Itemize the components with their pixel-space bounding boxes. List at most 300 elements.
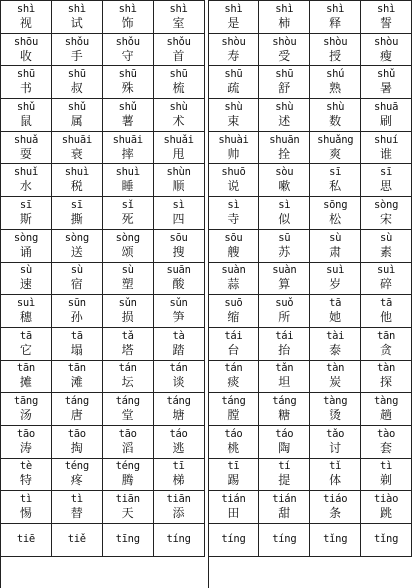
hanzi-character: 提 [278, 473, 291, 488]
pinyin-label: tán [169, 362, 188, 375]
character-cell [103, 164, 154, 197]
hanzi-character: 数 [329, 113, 342, 128]
pinyin-label: shū [169, 68, 188, 81]
character-cell [361, 164, 412, 197]
character-cell [1, 99, 52, 132]
hanzi-character: 薯 [121, 113, 134, 128]
hanzi-character: 谈 [172, 375, 185, 390]
pinyin-label: suì [16, 297, 35, 310]
hanzi-character: 甜 [278, 506, 291, 521]
pinyin-label: sòng [64, 231, 89, 244]
character-cell [209, 524, 260, 557]
character-cell [52, 34, 103, 67]
character-cell [361, 328, 412, 361]
character-cell [154, 328, 205, 361]
character-cell [361, 230, 412, 263]
character-cell [361, 295, 412, 328]
hanzi-character: 蒜 [227, 277, 240, 292]
pinyin-label: tiē [16, 533, 35, 546]
hanzi-character: 笋 [172, 310, 185, 325]
hanzi-character: 泰 [329, 342, 342, 357]
hanzi-character: 手 [70, 48, 83, 63]
hanzi-character: 天 [121, 506, 134, 521]
character-cell [1, 361, 52, 394]
character-cell [103, 393, 154, 426]
character-cell [103, 459, 154, 492]
character-cell [52, 524, 103, 557]
character-cell [361, 66, 412, 99]
pinyin-label: sù [121, 264, 134, 277]
character-cell [52, 459, 103, 492]
hanzi-character: 糖 [278, 408, 291, 423]
pinyin-label: sū [278, 231, 291, 244]
character-cell [154, 1, 205, 34]
character-cell [361, 393, 412, 426]
character-cell [310, 426, 361, 459]
character-cell [1, 393, 52, 426]
character-cell [259, 426, 310, 459]
pinyin-label: sī [19, 198, 32, 211]
hanzi-character: 顺 [172, 179, 185, 194]
character-cell [209, 66, 260, 99]
pinyin-label: tiān [166, 493, 191, 506]
pinyin-label: shū [224, 68, 243, 81]
character-cell [209, 164, 260, 197]
character-cell [1, 1, 52, 34]
pinyin-label: sù [70, 264, 83, 277]
pinyin-label: shù [275, 100, 294, 113]
hanzi-character: 涛 [19, 440, 32, 455]
character-cell [361, 34, 412, 67]
pinyin-label: sù [380, 231, 393, 244]
hanzi-character: 宿 [70, 277, 83, 292]
pinyin-label: tāo [118, 427, 137, 440]
character-cell [52, 230, 103, 263]
pinyin-label: tā [70, 329, 83, 342]
character-cell [310, 393, 361, 426]
character-cell [310, 99, 361, 132]
pinyin-label: tāng [13, 395, 38, 408]
pinyin-label: tǎn [275, 362, 294, 375]
pinyin-label: shuān [269, 133, 300, 146]
pinyin-label: sǔn [118, 297, 137, 310]
character-cell [103, 99, 154, 132]
hanzi-character: 拴 [278, 146, 291, 161]
pinyin-label: tíng [272, 533, 297, 546]
hanzi-character: 视 [19, 15, 32, 30]
pinyin-label: tàn [326, 362, 345, 375]
character-cell [310, 295, 361, 328]
character-cell [103, 197, 154, 230]
hanzi-character: 送 [70, 244, 83, 259]
hanzi-character: 碎 [380, 277, 393, 292]
hanzi-character: 束 [227, 113, 240, 128]
character-cell [1, 34, 52, 67]
character-cell [259, 1, 310, 34]
hanzi-character: 替 [70, 506, 83, 521]
pinyin-label: sōu [224, 231, 243, 244]
pinyin-label: shì [377, 2, 396, 15]
pinyin-label: shù [169, 100, 188, 113]
pinyin-label: tàng [323, 395, 348, 408]
character-cell [259, 99, 310, 132]
pinyin-label: téng [64, 460, 89, 473]
character-cell [154, 361, 205, 394]
pinyin-label: táo [169, 427, 188, 440]
hanzi-character: 受 [278, 48, 291, 63]
pinyin-label: shōu [13, 35, 38, 48]
pinyin-label: sòng [374, 198, 399, 211]
pinyin-label: táng [166, 395, 191, 408]
pinyin-label: tán [224, 362, 243, 375]
character-cell [361, 426, 412, 459]
pinyin-label: táng [272, 395, 297, 408]
pinyin-label: sī [380, 166, 393, 179]
pinyin-label: shǒu [115, 35, 140, 48]
hanzi-character: 他 [380, 310, 393, 325]
hanzi-character: 鼠 [19, 113, 32, 128]
character-cell [154, 524, 205, 557]
pinyin-label: shòu [221, 35, 246, 48]
character-cell [209, 393, 260, 426]
pinyin-label: shuāi [112, 133, 143, 146]
pinyin-label: táng [64, 395, 89, 408]
pinyin-label: tà [172, 329, 185, 342]
hanzi-character: 塑 [121, 277, 134, 292]
hanzi-character: 搜 [172, 244, 185, 259]
pinyin-label: tāo [67, 427, 86, 440]
pinyin-label: táng [221, 395, 246, 408]
pinyin-label: téng [115, 460, 140, 473]
pinyin-label: tì [380, 460, 393, 473]
hanzi-character: 桃 [227, 440, 240, 455]
character-cell [154, 459, 205, 492]
hanzi-character: 梯 [172, 473, 185, 488]
character-cell [103, 1, 154, 34]
pinyin-label: shì [67, 2, 86, 15]
pinyin-label: shòu [272, 35, 297, 48]
character-cell [103, 34, 154, 67]
pinyin-label: shuì [64, 166, 89, 179]
character-cell [103, 361, 154, 394]
pinyin-label: sì [172, 198, 185, 211]
hanzi-character: 梳 [172, 81, 185, 96]
pinyin-label: shì [118, 2, 137, 15]
pinyin-label: tǎo [326, 427, 345, 440]
hanzi-character: 术 [172, 113, 185, 128]
hanzi-character: 炭 [329, 375, 342, 390]
character-cell [103, 263, 154, 296]
pinyin-label: suì [326, 264, 345, 277]
pinyin-label: tàn [377, 362, 396, 375]
hanzi-character: 四 [172, 211, 185, 226]
pinyin-label: tái [275, 329, 294, 342]
hanzi-character: 嗽 [278, 179, 291, 194]
pinyin-label: shuǎ [13, 133, 38, 146]
hanzi-character: 摊 [19, 375, 32, 390]
character-cell [154, 197, 205, 230]
hanzi-character: 思 [380, 179, 393, 194]
hanzi-character: 踏 [172, 342, 185, 357]
hanzi-character: 摔 [121, 146, 134, 161]
pinyin-label: sòu [275, 166, 294, 179]
hanzi-character: 熟 [329, 81, 342, 96]
hanzi-character: 死 [121, 211, 134, 226]
hanzi-character: 添 [172, 506, 185, 521]
hanzi-character: 惕 [19, 506, 32, 521]
character-cell [103, 132, 154, 165]
pinyin-label: shòu [374, 35, 399, 48]
character-cell [52, 263, 103, 296]
hanzi-character: 首 [172, 48, 185, 63]
pinyin-label: sù [19, 264, 32, 277]
character-cell [1, 524, 52, 557]
hanzi-character: 寿 [227, 48, 240, 63]
character-cell [52, 393, 103, 426]
hanzi-character: 特 [19, 473, 32, 488]
hanzi-character: 艘 [227, 244, 240, 259]
pinyin-label: táo [224, 427, 243, 440]
character-cell [103, 524, 154, 557]
character-cell [52, 132, 103, 165]
pinyin-label: tíng [166, 533, 191, 546]
pinyin-label: sòng [115, 231, 140, 244]
hanzi-character: 滩 [70, 375, 83, 390]
pinyin-label: tái [224, 329, 243, 342]
character-cell [259, 361, 310, 394]
pinyin-label: tǐng [323, 533, 348, 546]
hanzi-character: 烫 [329, 408, 342, 423]
hanzi-character: 穗 [19, 310, 32, 325]
pinyin-label: suǒ [275, 297, 294, 310]
character-cell [310, 459, 361, 492]
hanzi-character: 条 [329, 506, 342, 521]
pinyin-label: shù [326, 100, 345, 113]
pinyin-label: tāo [16, 427, 35, 440]
pinyin-label: tā [19, 329, 32, 342]
hanzi-character: 衰 [70, 146, 83, 161]
pinyin-label: tài [326, 329, 345, 342]
hanzi-character: 撕 [70, 211, 83, 226]
hanzi-character: 坛 [121, 375, 134, 390]
pinyin-label: shì [224, 2, 243, 15]
hanzi-character: 松 [329, 211, 342, 226]
pinyin-label: tǐ [329, 460, 342, 473]
pinyin-label: sōu [169, 231, 188, 244]
character-cell [310, 132, 361, 165]
pinyin-label: suàn [221, 264, 246, 277]
character-cell [103, 295, 154, 328]
hanzi-character: 说 [227, 179, 240, 194]
character-cell [1, 328, 52, 361]
character-cell [1, 164, 52, 197]
pinyin-label: suān [166, 264, 191, 277]
character-cell [259, 197, 310, 230]
pinyin-label: suō [224, 297, 243, 310]
hanzi-character: 塌 [70, 342, 83, 357]
hanzi-character: 掏 [70, 440, 83, 455]
character-cell [209, 1, 260, 34]
pinyin-label: tiě [67, 533, 86, 546]
hanzi-character: 释 [329, 15, 342, 30]
pinyin-label: tīng [115, 533, 140, 546]
hanzi-character: 甩 [172, 146, 185, 161]
hanzi-character: 体 [329, 473, 342, 488]
hanzi-character: 颂 [121, 244, 134, 259]
character-cell [310, 1, 361, 34]
hanzi-character: 滔 [121, 440, 134, 455]
hanzi-character: 暑 [380, 81, 393, 96]
character-cell [310, 361, 361, 394]
right-panel [208, 0, 412, 588]
hanzi-character: 授 [329, 48, 342, 63]
character-cell [154, 34, 205, 67]
pinyin-label: shǔ [67, 100, 86, 113]
character-cell [209, 99, 260, 132]
hanzi-character: 谁 [380, 146, 393, 161]
hanzi-character: 疏 [227, 81, 240, 96]
pinyin-label: shū [16, 68, 35, 81]
character-cell [209, 491, 260, 524]
character-cell [154, 230, 205, 263]
hanzi-character: 探 [380, 375, 393, 390]
pinyin-label: shú [326, 68, 345, 81]
pinyin-label: shòu [323, 35, 348, 48]
character-cell [209, 132, 260, 165]
pinyin-label: shuō [221, 166, 246, 179]
hanzi-character: 塔 [121, 342, 134, 357]
character-cell [154, 426, 205, 459]
pinyin-label: shù [224, 100, 243, 113]
character-cell [1, 426, 52, 459]
character-cell [52, 426, 103, 459]
hanzi-character: 孙 [70, 310, 83, 325]
character-cell [154, 295, 205, 328]
character-cell [361, 99, 412, 132]
pinyin-label: tān [16, 362, 35, 375]
hanzi-character: 收 [19, 48, 32, 63]
character-cell [52, 1, 103, 34]
pinyin-label: tì [19, 493, 32, 506]
pinyin-label: shuí [374, 133, 399, 146]
hanzi-character: 岁 [329, 277, 342, 292]
character-cell [52, 295, 103, 328]
character-cell [103, 328, 154, 361]
pinyin-label: shǔ [118, 100, 137, 113]
hanzi-character: 讨 [329, 440, 342, 455]
hanzi-character: 饰 [121, 15, 134, 30]
pinyin-label: shùn [166, 166, 191, 179]
hanzi-character: 叔 [70, 81, 83, 96]
hanzi-character: 套 [380, 440, 393, 455]
pinyin-label: shì [275, 2, 294, 15]
pinyin-label: tǎ [121, 329, 134, 342]
character-cell [259, 491, 310, 524]
hanzi-character: 酸 [172, 277, 185, 292]
character-cell [361, 361, 412, 394]
character-cell [259, 263, 310, 296]
character-cell [1, 459, 52, 492]
pinyin-label: tān [67, 362, 86, 375]
pinyin-label: tī [172, 460, 185, 473]
hanzi-character: 算 [278, 277, 291, 292]
hanzi-character: 帅 [227, 146, 240, 161]
pinyin-label: tán [118, 362, 137, 375]
character-cell [52, 328, 103, 361]
pinyin-label: táng [115, 395, 140, 408]
hanzi-character: 堂 [121, 408, 134, 423]
hanzi-character: 速 [19, 277, 32, 292]
character-cell [259, 230, 310, 263]
pinyin-label: sōng [323, 198, 348, 211]
hanzi-character: 膛 [227, 408, 240, 423]
character-cell [310, 230, 361, 263]
hanzi-character: 誓 [380, 15, 393, 30]
hanzi-character: 耍 [19, 146, 32, 161]
pinyin-label: tián [221, 493, 246, 506]
character-cell [103, 426, 154, 459]
pinyin-label: shū [118, 68, 137, 81]
hanzi-character: 唐 [70, 408, 83, 423]
character-cell [209, 459, 260, 492]
character-cell [361, 263, 412, 296]
character-cell [103, 230, 154, 263]
character-cell [209, 230, 260, 263]
hanzi-character: 陶 [278, 440, 291, 455]
pinyin-label: tíng [221, 533, 246, 546]
hanzi-character: 腾 [121, 473, 134, 488]
hanzi-character: 踢 [227, 473, 240, 488]
hanzi-character: 贪 [380, 342, 393, 357]
hanzi-character: 睡 [121, 179, 134, 194]
hanzi-character: 水 [19, 179, 32, 194]
character-cell [259, 132, 310, 165]
hanzi-character: 私 [329, 179, 342, 194]
character-cell [154, 132, 205, 165]
pinyin-label: shuǎi [163, 133, 194, 146]
hanzi-character: 疼 [70, 473, 83, 488]
pinyin-label: tā [329, 297, 342, 310]
hanzi-character: 肃 [329, 244, 342, 259]
character-cell [361, 459, 412, 492]
hanzi-character: 属 [70, 113, 83, 128]
hanzi-character: 税 [70, 179, 83, 194]
pinyin-label: tí [278, 460, 291, 473]
pinyin-label: tiáo [323, 493, 348, 506]
pinyin-label: sù [329, 231, 342, 244]
character-cell [103, 66, 154, 99]
character-cell [209, 263, 260, 296]
character-cell [259, 459, 310, 492]
pinyin-label: sī [329, 166, 342, 179]
hanzi-character: 坦 [278, 375, 291, 390]
character-cell [1, 295, 52, 328]
hanzi-character: 塘 [172, 408, 185, 423]
pinyin-label: suì [377, 264, 396, 277]
character-cell [259, 164, 310, 197]
hanzi-character: 趟 [380, 408, 393, 423]
hanzi-character: 瘦 [380, 48, 393, 63]
hanzi-character: 缩 [227, 310, 240, 325]
pinyin-label: suàn [272, 264, 297, 277]
hanzi-character: 痰 [227, 375, 240, 390]
character-cell [52, 197, 103, 230]
hanzi-character: 诵 [19, 244, 32, 259]
character-cell [154, 99, 205, 132]
character-cell [103, 491, 154, 524]
character-cell [361, 524, 412, 557]
pinyin-label: sī [70, 198, 83, 211]
